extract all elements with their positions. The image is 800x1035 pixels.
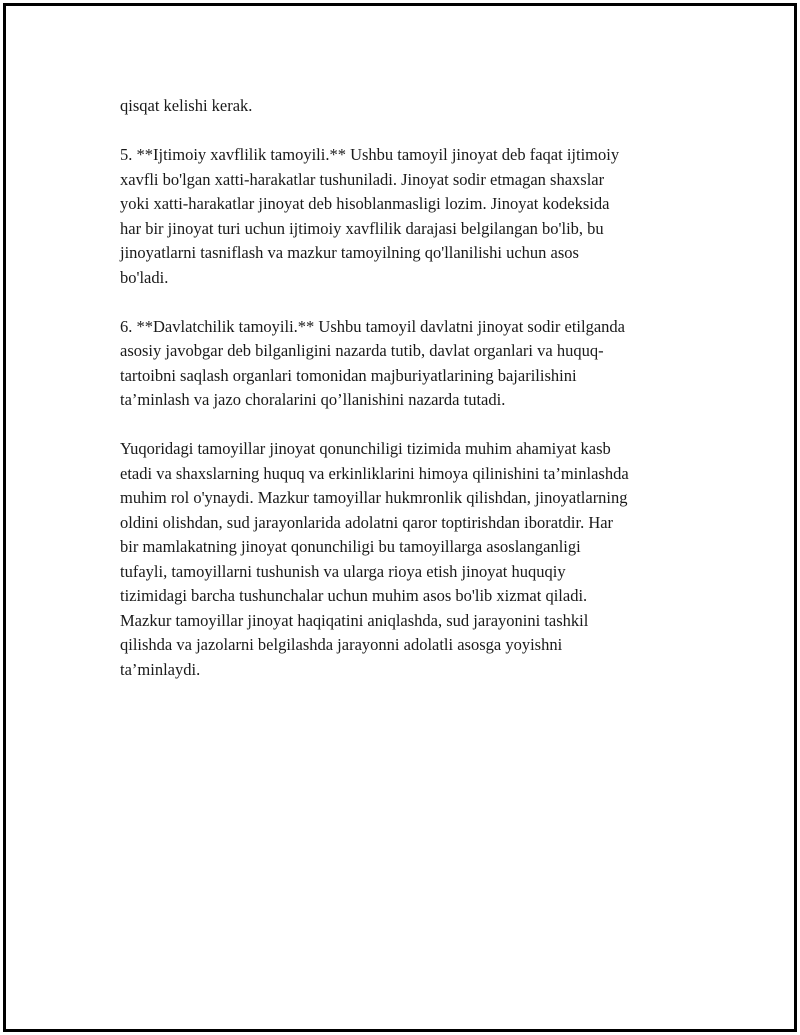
text-line: Yuqoridagi tamoyillar jinoyat qonunchiligi tizimida muhim ahamiyat kasb [120, 439, 611, 458]
text-line: qisqat kelishi kerak. [120, 96, 253, 115]
text-line: har bir jinoyat turi uchun ijtimoiy xavflilik darajasi belgilangan bo'lib, bu [120, 218, 604, 238]
text-line: jinoyatlarni tasniflash va mazkur tamoyilning qo'llanilishi uchun asos [120, 243, 579, 262]
document-body [120, 94, 700, 707]
text-line: bo'ladi. [120, 267, 169, 287]
text-line: 5. **Ijtimoiy xavflilik tamoyili.** Ushbu tamoyil jinoyat deb faqat ijtimoiy [120, 145, 620, 164]
text-line: oldini olishdan, sud jarayonlarida adolatni qaror toptirishdan iboratdir. Har [120, 512, 614, 532]
text-line: muhim rol o'ynaydi. Mazkur tamoyillar hukmronlik qilishdan, jinoyatlarning [120, 488, 628, 507]
paragraph-continuation [120, 94, 700, 119]
text-line: tartoibni saqlash organlari tomonidan majburiyatlarining bajarilishini [120, 365, 577, 385]
text-line: asosiy javobgar deb bilganligini nazarda tutib, davlat organlari va huquq- [120, 341, 604, 360]
text-line: tizimidagi barcha tushunchalar uchun muhim asos bo'lib xizmat qiladi. [120, 586, 588, 605]
text-line: ta’minlaydi. [120, 659, 201, 679]
text-line: Mazkur tamoyillar jinoyat haqiqatini aniqlashda, sud jarayonini tashkil [120, 610, 589, 630]
text-line: etadi va shaxslarning huquq va erkinliklarini himoya qilinishini ta’minlashda [120, 463, 629, 483]
text-line: xavfli bo'lgan xatti-harakatlar tushuniladi. Jinoyat sodir etmagan shaxslar [120, 169, 605, 189]
text-line: ta’minlash va jazo choralarini qo’llanishini nazarda tutadi. [120, 390, 506, 409]
text-line: 6. **Davlatchilik tamoyili.** Ushbu tamoyil davlatni jinoyat sodir etilganda [120, 316, 625, 336]
paragraph-davlatchilik [120, 315, 700, 413]
text-line: qilishda va jazolarni belgilashda jarayonni adolatli asosga yoyishni [120, 635, 563, 654]
text-line: yoki xatti-harakatlar jinoyat deb hisoblanmasligi lozim. Jinoyat kodeksida [120, 194, 610, 213]
text-line: bir mamlakatning jinoyat qonunchiligi bu tamoyillarga asoslanganligi [120, 537, 581, 556]
text-line: tufayli, tamoyillarni tushunish va ularga rioya etish jinoyat huquqiy [120, 561, 566, 581]
paragraph-ijtimoiy-xavflilik [120, 143, 700, 290]
paragraph-conclusion [120, 437, 700, 682]
document-page [3, 3, 797, 1032]
